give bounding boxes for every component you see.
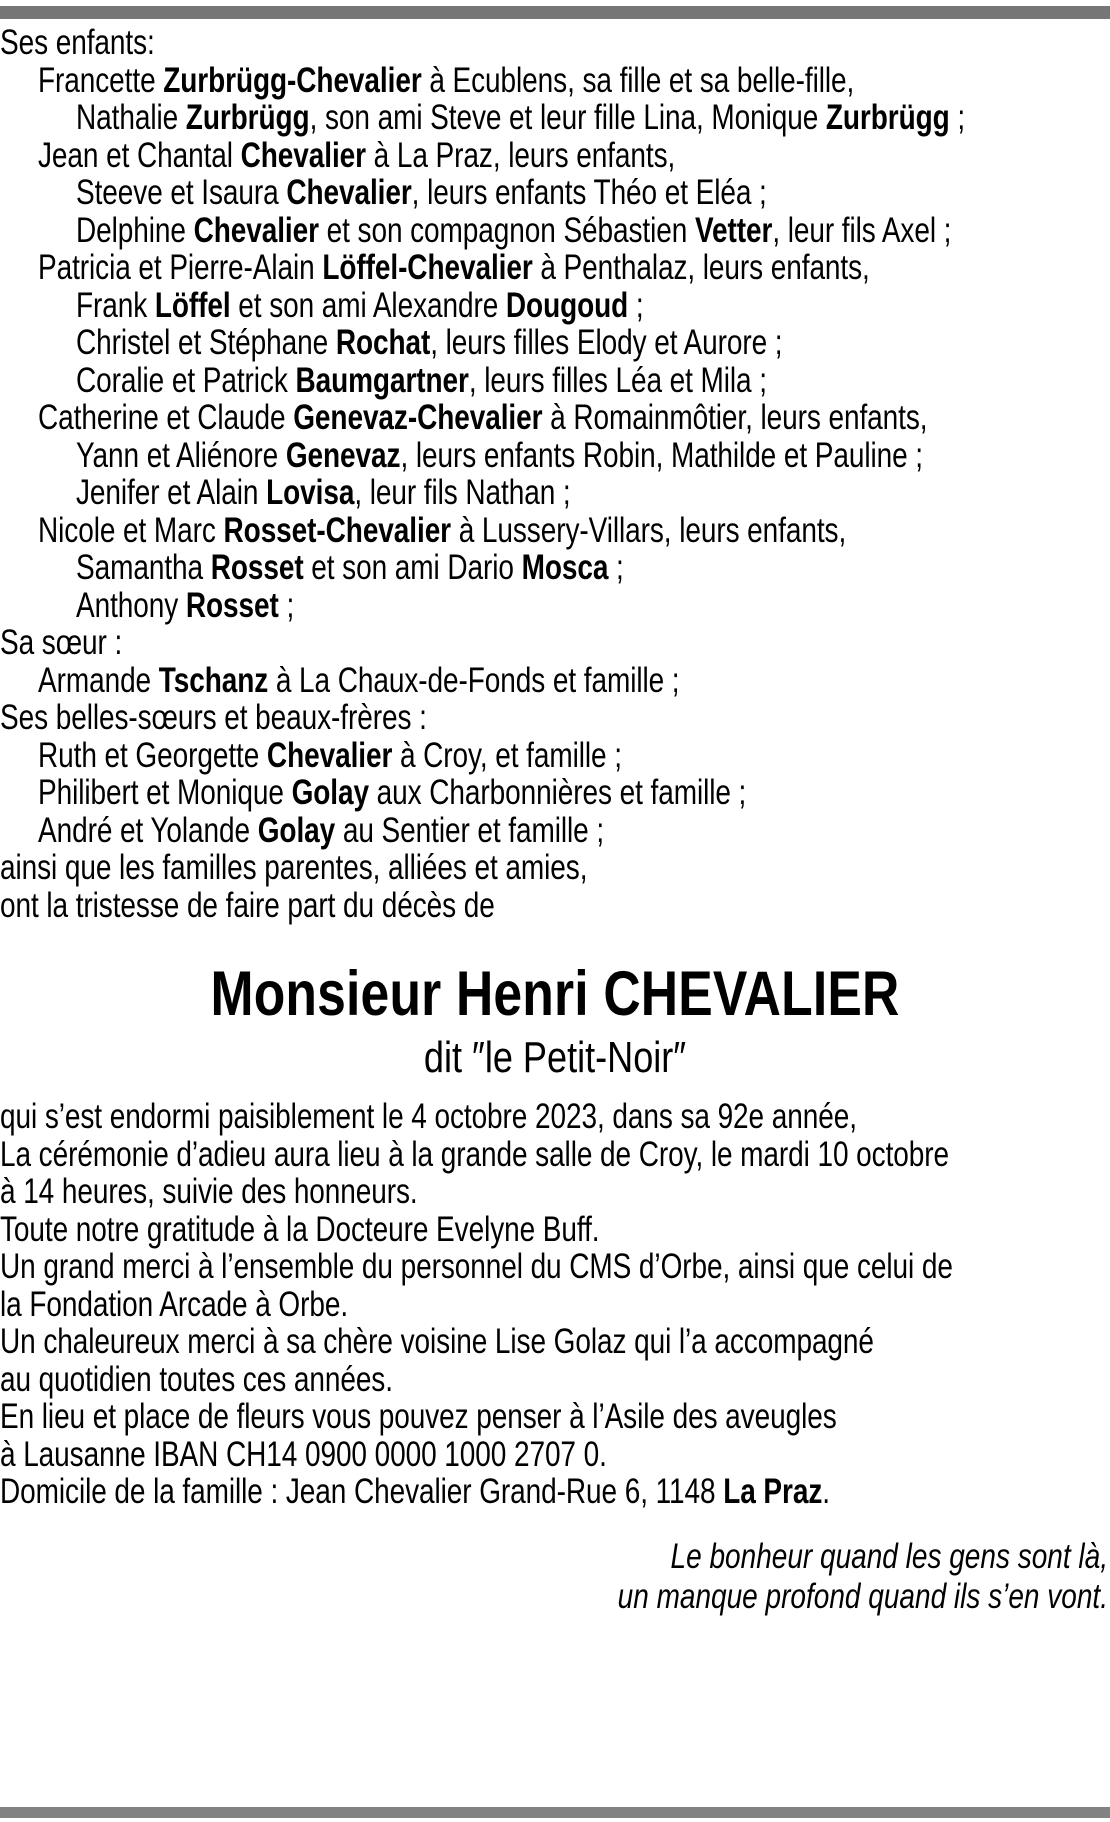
sister-list: [0, 662, 1110, 700]
line-text: Frank: [76, 285, 155, 325]
line-text: Samantha: [76, 548, 211, 587]
notice-line: [76, 474, 1110, 512]
line-text: Jenifer et Alain: [76, 473, 267, 512]
family-name: Löffel-Chevalier: [322, 248, 533, 287]
inlaws-heading: Ses belles-sœurs et beaux-frères :: [0, 698, 427, 737]
family-name: Golay: [257, 810, 336, 850]
line-text: Nathalie: [76, 98, 186, 137]
line-text: Toute notre gratitude à la Docteure Evelyne Buff.: [0, 1209, 600, 1249]
family-name: Genevaz-Chevalier: [293, 398, 543, 437]
epitaph-line: un manque profond quand ils s’en vont.: [617, 1576, 1108, 1616]
notice-line: [38, 62, 1110, 100]
notice-line: [0, 1211, 1110, 1249]
family-name: Zurbrügg: [185, 98, 310, 137]
inlaws-list: [0, 737, 1110, 850]
line-text: et son ami Dario: [303, 548, 522, 587]
line-text: la Fondation Arcade à Orbe.: [0, 1284, 349, 1324]
line-text: , leurs filles Léa et Mila ;: [468, 360, 767, 400]
line-text: Delphine: [76, 210, 194, 250]
line-text: , leurs filles Elody et Aurore ;: [430, 323, 783, 362]
notice-line: [38, 812, 1110, 850]
family-name: Rosset: [210, 548, 304, 587]
line-text: Armande: [38, 660, 159, 700]
family-name: Chevalier: [286, 173, 412, 212]
top-divider-rule: [0, 6, 1110, 19]
children-heading: Ses enfants:: [0, 23, 155, 62]
notice-line: [38, 662, 1110, 700]
notice-line: [38, 249, 1110, 287]
notice-line: [76, 587, 1110, 625]
notice-line: [0, 1173, 1110, 1211]
line-text: ainsi que les familles parentes, alliées et amies,: [0, 848, 588, 887]
line-text: , leurs enfants Robin, Mathilde et Pauline ;: [400, 435, 924, 475]
notice-line: [38, 399, 1110, 437]
bottom-divider-rule: [0, 1807, 1110, 1818]
family-name: Chevalier: [266, 735, 393, 775]
family-name: Löffel: [154, 285, 231, 325]
epitaph-line: Le bonheur quand les gens sont là,: [670, 1536, 1108, 1576]
notice-line: [0, 1398, 1110, 1436]
line-text: à 14 heures, suivie des honneurs.: [0, 1172, 418, 1211]
family-name: Zurbrügg-Chevalier: [163, 60, 422, 100]
family-name: Rosset-Chevalier: [223, 510, 452, 550]
line-text: Un grand merci à l’ensemble du personnel du CMS d’Orbe, ainsi que celui de: [0, 1247, 953, 1286]
notice-line: [0, 887, 1110, 925]
line-text: Catherine et Claude: [38, 398, 294, 437]
epitaph: [0, 1537, 1110, 1617]
notice-line: [76, 99, 1110, 137]
notice-line: [76, 437, 1110, 475]
line-text: Un chaleureux merci à sa chère voisine Lise Golaz qui l’a accompagné: [0, 1322, 874, 1361]
notice-line: [0, 1136, 1110, 1174]
notice-line: [0, 1286, 1110, 1324]
line-text: Ruth et Georgette: [38, 735, 267, 775]
notice-line: [0, 1361, 1110, 1399]
notice-line: [38, 512, 1110, 550]
line-text: et son compagnon Sébastien: [318, 210, 695, 250]
line-text: à Ecublens, sa fille et sa belle-fille,: [421, 60, 855, 100]
family-name: Zurbrügg: [825, 98, 950, 137]
family-name: Genevaz: [285, 435, 401, 475]
notice-line: [76, 174, 1110, 212]
notice-line: [0, 849, 1110, 887]
line-text: à Penthalaz, leurs enfants,: [532, 248, 870, 287]
line-text: à Lausanne IBAN CH14 0900 0000 1000 2707 0.: [0, 1434, 607, 1474]
family-name: Vetter: [694, 210, 773, 250]
family-name: Golay: [291, 773, 369, 812]
notice-line: [0, 1098, 1110, 1136]
notice-line: [76, 362, 1110, 400]
deceased-name: Monsieur Henri CHEVALIER: [210, 959, 900, 1029]
line-text: aux Charbonnières et famille ;: [368, 773, 747, 812]
line-text: Anthony: [76, 585, 186, 625]
line-text: qui s’est endormi paisiblement le 4 octobre 2023, dans sa 92e année,: [0, 1097, 857, 1136]
line-text: à La Praz, leurs enfants,: [365, 135, 676, 175]
line-text: Christel et Stéphane: [76, 323, 336, 362]
notice-line: [76, 287, 1110, 325]
line-text: , son ami Steve et leur fille Lina, Monique: [309, 98, 826, 137]
line-text: , leur fils Nathan ;: [354, 473, 571, 512]
line-text: à Croy, et famille ;: [392, 735, 622, 775]
line-text: , leurs enfants Théo et Eléa ;: [411, 173, 767, 212]
family-name: La Praz: [723, 1472, 823, 1511]
line-text: Steeve et Isaura: [76, 173, 287, 212]
line-text: André et Yolande: [38, 810, 258, 850]
line-text: au Sentier et famille ;: [335, 810, 605, 850]
family-name: Tschanz: [158, 660, 269, 700]
line-text: à Romainmôtier, leurs enfants,: [542, 398, 928, 437]
line-text: à La Chaux-de-Fonds et famille ;: [268, 660, 680, 700]
notice-line: [76, 212, 1110, 250]
line-text: ;: [608, 548, 624, 587]
line-text: ont la tristesse de faire part du décès de: [0, 885, 495, 925]
line-text: , leur fils Axel ;: [772, 210, 952, 250]
line-text: Nicole et Marc: [38, 510, 224, 550]
family-name: Rochat: [335, 323, 431, 362]
sister-heading: Sa sœur :: [0, 623, 123, 662]
family-name: Chevalier: [240, 135, 366, 175]
family-name: Baumgartner: [295, 360, 469, 400]
line-text: ;: [949, 98, 966, 137]
notice-line: [76, 549, 1110, 587]
line-text: Patricia et Pierre-Alain: [38, 248, 323, 287]
line-text: Domicile de la famille : Jean Chevalier Grand-Rue 6, 1148: [0, 1472, 724, 1511]
notice-line: [38, 737, 1110, 775]
notice-body: [0, 24, 1110, 1617]
line-text: ;: [628, 285, 644, 325]
line-text: La cérémonie d’adieu aura lieu à la grande salle de Croy, le mardi 10 octobre: [0, 1134, 949, 1174]
notice-line: [0, 1436, 1110, 1474]
line-text: Yann et Aliénore: [76, 435, 286, 475]
line-text: et son ami Alexandre: [230, 285, 506, 325]
line-text: au quotidien toutes ces années.: [0, 1359, 393, 1399]
notice-line: [38, 774, 1110, 812]
notice-line: [0, 1473, 1110, 1511]
notice-line: [0, 1323, 1110, 1361]
children-list: [0, 62, 1110, 625]
line-text: Philibert et Monique: [38, 773, 292, 812]
preamble-text: [0, 849, 1110, 924]
ceremony-details: [0, 1098, 1110, 1511]
line-text: Francette: [38, 60, 164, 100]
line-text: En lieu et place de fleurs vous pouvez penser à l’Asile des aveugles: [0, 1397, 837, 1436]
family-name: Mosca: [521, 548, 609, 587]
notice-line: [76, 324, 1110, 362]
line-text: .: [822, 1472, 830, 1511]
family-name: Dougoud: [505, 285, 629, 325]
family-name: Lovisa: [266, 473, 355, 512]
family-name: Chevalier: [193, 210, 319, 250]
line-text: ;: [278, 585, 295, 625]
line-text: Coralie et Patrick: [76, 360, 296, 400]
notice-line: [38, 137, 1110, 175]
deceased-nickname: dit ″le Petit-Noir″: [423, 1033, 687, 1082]
family-name: Rosset: [185, 585, 279, 625]
line-text: à Lussery-Villars, leurs enfants,: [451, 510, 847, 550]
line-text: Jean et Chantal: [38, 135, 241, 175]
notice-line: [0, 1248, 1110, 1286]
